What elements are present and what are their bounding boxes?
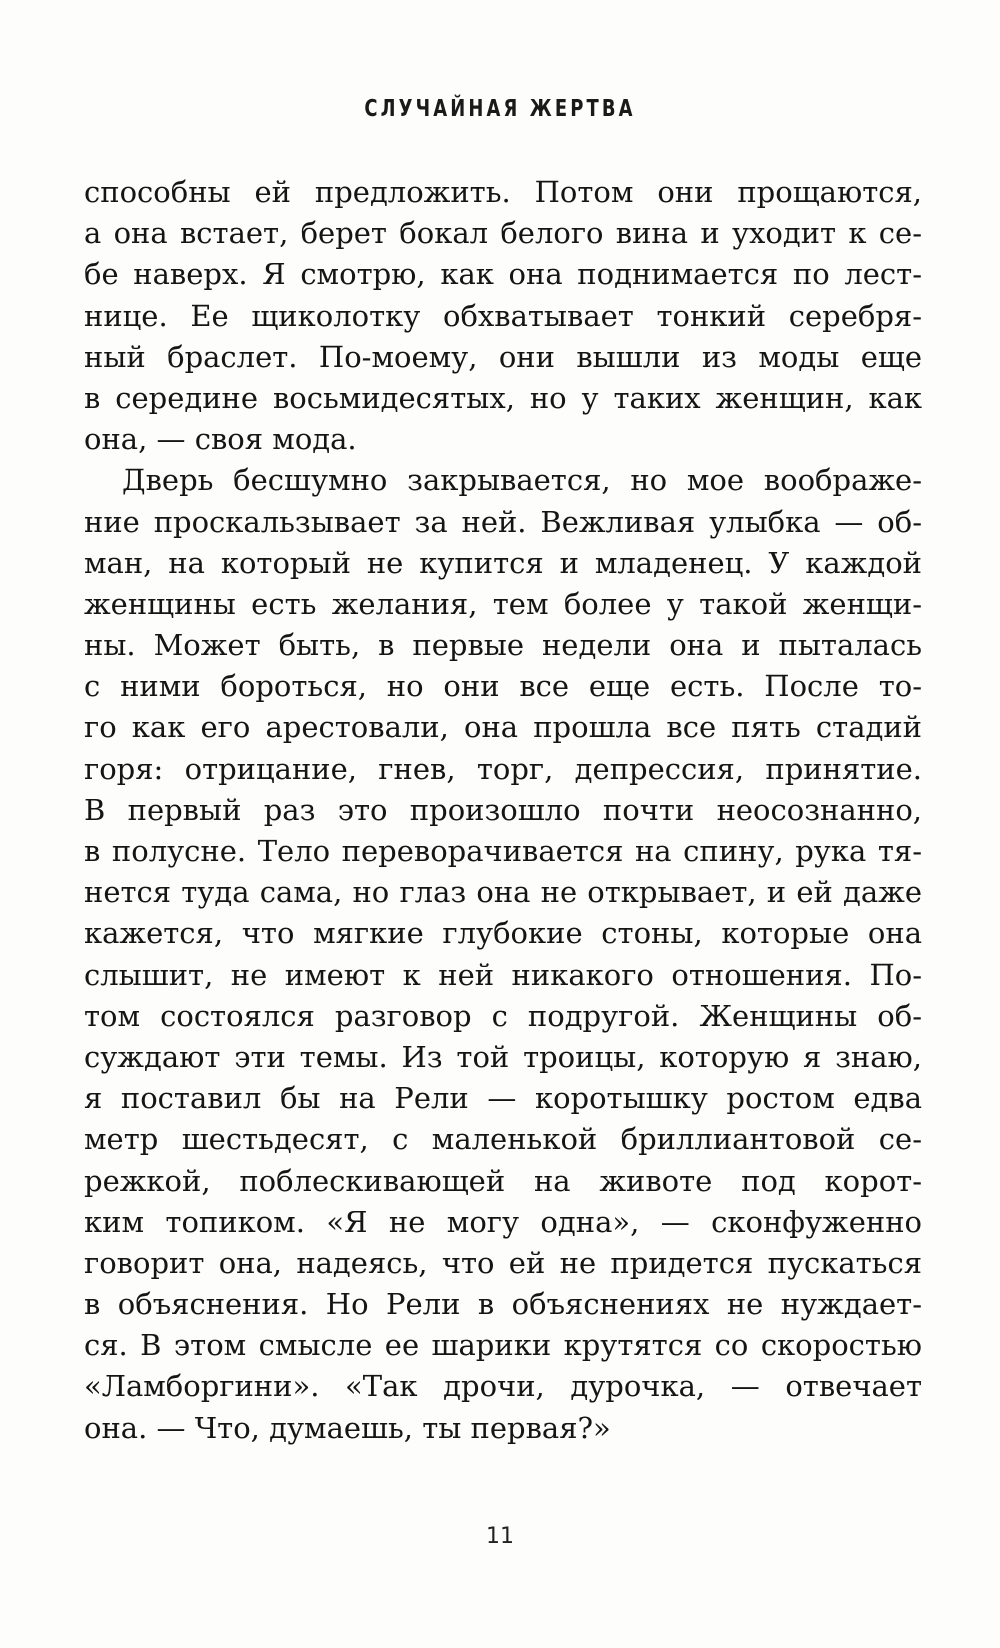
text-line: с ними бороться, но они все еще есть. После то- [84, 669, 922, 704]
text-line: ким топиком. «Я не могу одна», — сконфуженно [84, 1204, 922, 1239]
page-number: 11 [486, 1524, 514, 1549]
text-line: ны. Может быть, в первые недели она и пыталась [84, 628, 922, 663]
text-line: суждают эти темы. Из той троицы, которую я знаю, [84, 1039, 922, 1074]
text-line: а она встает, берет бокал белого вина и уходит к се- [84, 216, 922, 251]
text-line: го как его арестовали, она прошла все пять стадий [84, 710, 922, 745]
text-line: ся. В этом смысле ее шарики крутятся со скоростью [84, 1328, 922, 1363]
text-line: ман, на который не купится и младенец. У каждой [84, 545, 922, 580]
running-head: СЛУЧАЙНАЯ ЖЕРТВА [364, 96, 636, 122]
text-line: она, — своя мода. [84, 422, 357, 457]
text-line: женщины есть желания, тем более у такой женщи- [84, 586, 922, 621]
text-line: в объяснения. Но Рели в объяснениях не нуждает- [84, 1287, 922, 1322]
text-line: бе наверх. Я смотрю, как она поднимается по лест- [84, 257, 922, 292]
text-line: ный браслет. По-моему, они вышли из моды еще [84, 339, 922, 374]
text-line: метр шестьдесят, с маленькой бриллиантовой се- [84, 1122, 922, 1157]
text-line: кажется, что мягкие глубокие стоны, которые она [84, 916, 922, 951]
paragraph-1 [84, 172, 922, 460]
text-line: я поставил бы на Рели — коротышку ростом едва [84, 1081, 922, 1116]
text-line: нице. Ее щиколотку обхватывает тонкий серебря- [84, 298, 922, 333]
text-line: в полусне. Тело переворачивается на спину, рука тя- [84, 834, 922, 868]
text-line: режкой, поблескивающей на животе под корот- [84, 1163, 922, 1198]
text-line: говорит она, надеясь, что ей не придется пускаться [84, 1245, 922, 1280]
text-line: в середине восьмидесятых, но у таких женщин, как [84, 380, 922, 415]
text-line: Дверь бесшумно закрывается, но мое воображе- [122, 463, 922, 498]
text-line: нется туда сама, но глаз она не открывает, и ей даже [84, 875, 922, 910]
text-line: она. — Что, думаешь, ты первая?» [84, 1410, 611, 1445]
text-line: горя: отрицание, гнев, торг, депрессия, принятие. [84, 751, 922, 786]
text-line: слышит, не имеют к ней никакого отношения. По- [84, 957, 922, 992]
text-line: В первый раз это произошло почти неосознанно, [84, 792, 922, 827]
text-line: «Ламборгини». «Так дрочи, дурочка, — отвечает [84, 1369, 922, 1404]
body-text [84, 172, 922, 1449]
paragraph-2 [84, 460, 922, 1449]
text-line: том состоялся разговор с подругой. Женщины об- [84, 998, 922, 1033]
text-line: способны ей предложить. Потом они прощаются, [84, 175, 922, 209]
text-line: ние проскальзывает за ней. Вежливая улыбка — об- [84, 504, 922, 539]
